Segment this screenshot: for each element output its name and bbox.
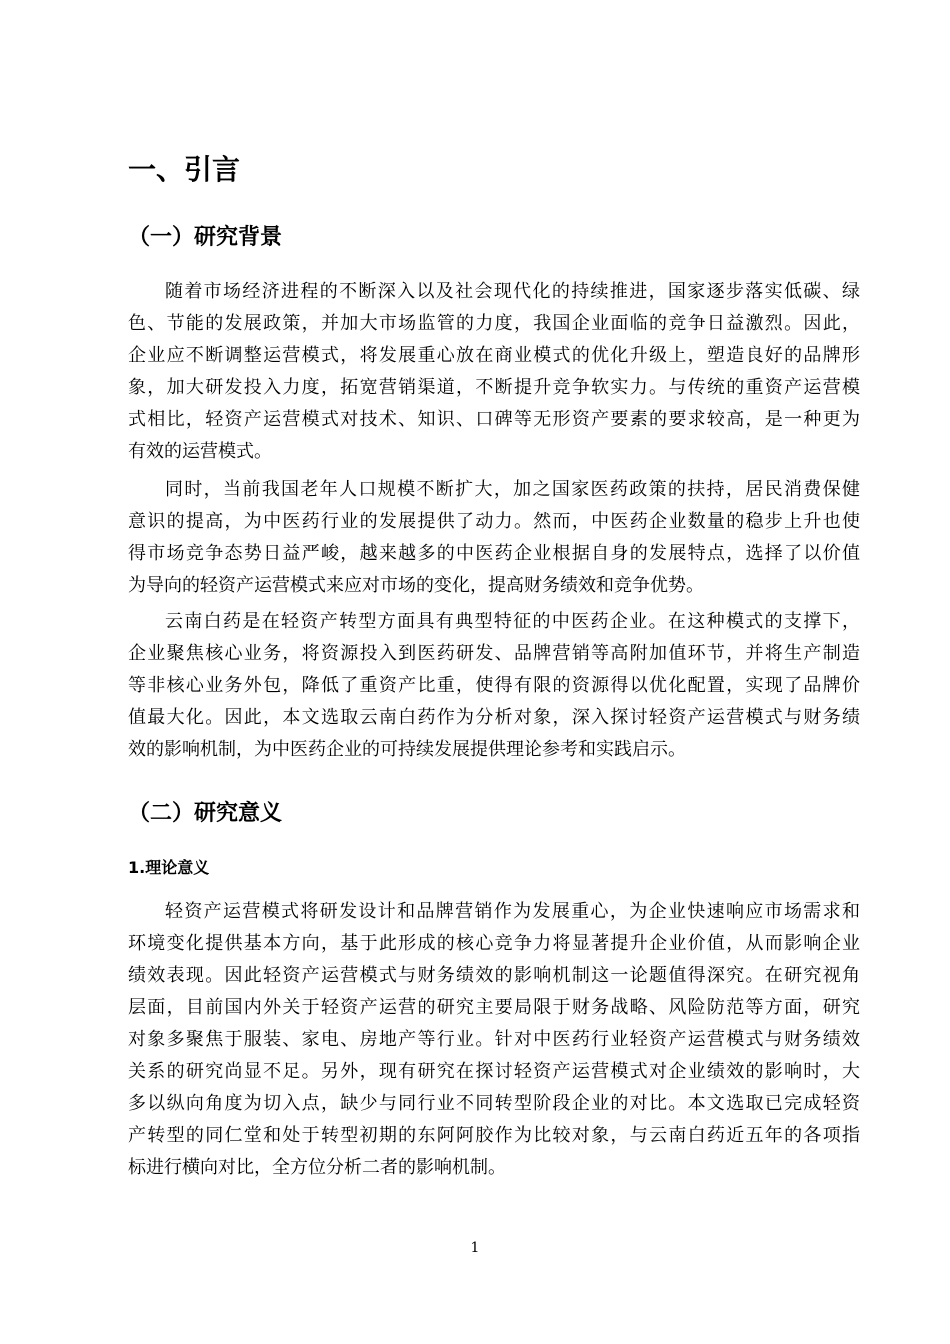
text-line: 色、节能的发展政策，并加大市场监管的力度，我国企业面临的竞争日益激烈。因此， xyxy=(128,313,860,334)
text-line: 企业应不断调整运营模式，将发展重心放在商业模式的优化升级上，塑造良好的品牌形 xyxy=(128,345,860,366)
text-line: 效的影响机制，为中医药企业的可持续发展提供理论参考和实践启示。 xyxy=(128,739,686,760)
text-line: 有效的运营模式。 xyxy=(128,441,272,462)
section-heading-background: （一）研究背景 xyxy=(128,225,283,250)
text-line: 关系的研究尚显不足。另外，现有研究在探讨轻资产运营模式对企业绩效的影响时，大 xyxy=(128,1061,860,1082)
text-line: 环境变化提供基本方向，基于此形成的核心竞争力将显著提升企业价值，从而影响企业 xyxy=(128,933,860,954)
page-number: 1 xyxy=(470,1240,480,1256)
text-line: 轻资产运营模式将研发设计和品牌营销作为发展重心，为企业快速响应市场需求和 xyxy=(165,901,860,922)
paragraph-theoretical xyxy=(128,896,860,1184)
subsection-heading-theoretical: 1.理论意义 xyxy=(128,858,210,877)
text-line: 同时，当前我国老年人口规模不断扩大，加之国家医药政策的扶持，居民消费保健 xyxy=(165,479,860,500)
section-heading-significance: （二）研究意义 xyxy=(128,801,283,826)
text-line: 云南白药是在轻资产转型方面具有典型特征的中医药企业。在这种模式的支撑下， xyxy=(165,611,860,632)
text-line: 为导向的轻资产运营模式来应对市场的变化，提高财务绩效和竞争优势。 xyxy=(128,575,704,596)
text-line: 值最大化。因此，本文选取云南白药作为分析对象，深入探讨轻资产运营模式与财务绩 xyxy=(128,707,860,728)
text-line: 企业聚焦核心业务，将资源投入到医药研发、品牌营销等高附加值环节，并将生产制造 xyxy=(128,643,860,664)
paragraph-background-1 xyxy=(128,276,860,468)
paragraph-background-2 xyxy=(128,474,860,602)
text-line: 绩效表现。因此轻资产运营模式与财务绩效的影响机制这一论题值得深究。在研究视角 xyxy=(128,965,860,986)
text-line: 层面，目前国内外关于轻资产运营的研究主要局限于财务战略、风险防范等方面，研究 xyxy=(128,997,860,1018)
text-line: 标进行横向对比，全方位分析二者的影响机制。 xyxy=(128,1157,506,1178)
text-line: 等非核心业务外包，降低了重资产比重，使得有限的资源得以优化配置，实现了品牌价 xyxy=(128,675,860,696)
text-line: 得市场竞争态势日益严峻，越来越多的中医药企业根据自身的发展特点，选择了以价值 xyxy=(128,543,860,564)
text-line: 意识的提高，为中医药行业的发展提供了动力。然而，中医药企业数量的稳步上升也使 xyxy=(128,511,860,532)
text-line: 对象多聚焦于服装、家电、房地产等行业。针对中医药行业轻资产运营模式与财务绩效 xyxy=(128,1029,860,1050)
text-line: 式相比，轻资产运营模式对技术、知识、口碑等无形资产要素的要求较高，是一种更为 xyxy=(128,409,860,430)
text-line: 产转型的同仁堂和处于转型初期的东阿阿胶作为比较对象，与云南白药近五年的各项指 xyxy=(128,1125,860,1146)
text-line: 象，加大研发投入力度，拓宽营销渠道，不断提升竞争软实力。与传统的重资产运营模 xyxy=(128,377,860,398)
chapter-title: 一、引言 xyxy=(128,153,241,186)
text-line: 多以纵向角度为切入点，缺少与同行业不同转型阶段企业的对比。本文选取已完成轻资 xyxy=(128,1093,860,1114)
paragraph-background-3 xyxy=(128,606,860,766)
text-line: 随着市场经济进程的不断深入以及社会现代化的持续推进，国家逐步落实低碳、绿 xyxy=(165,281,860,302)
